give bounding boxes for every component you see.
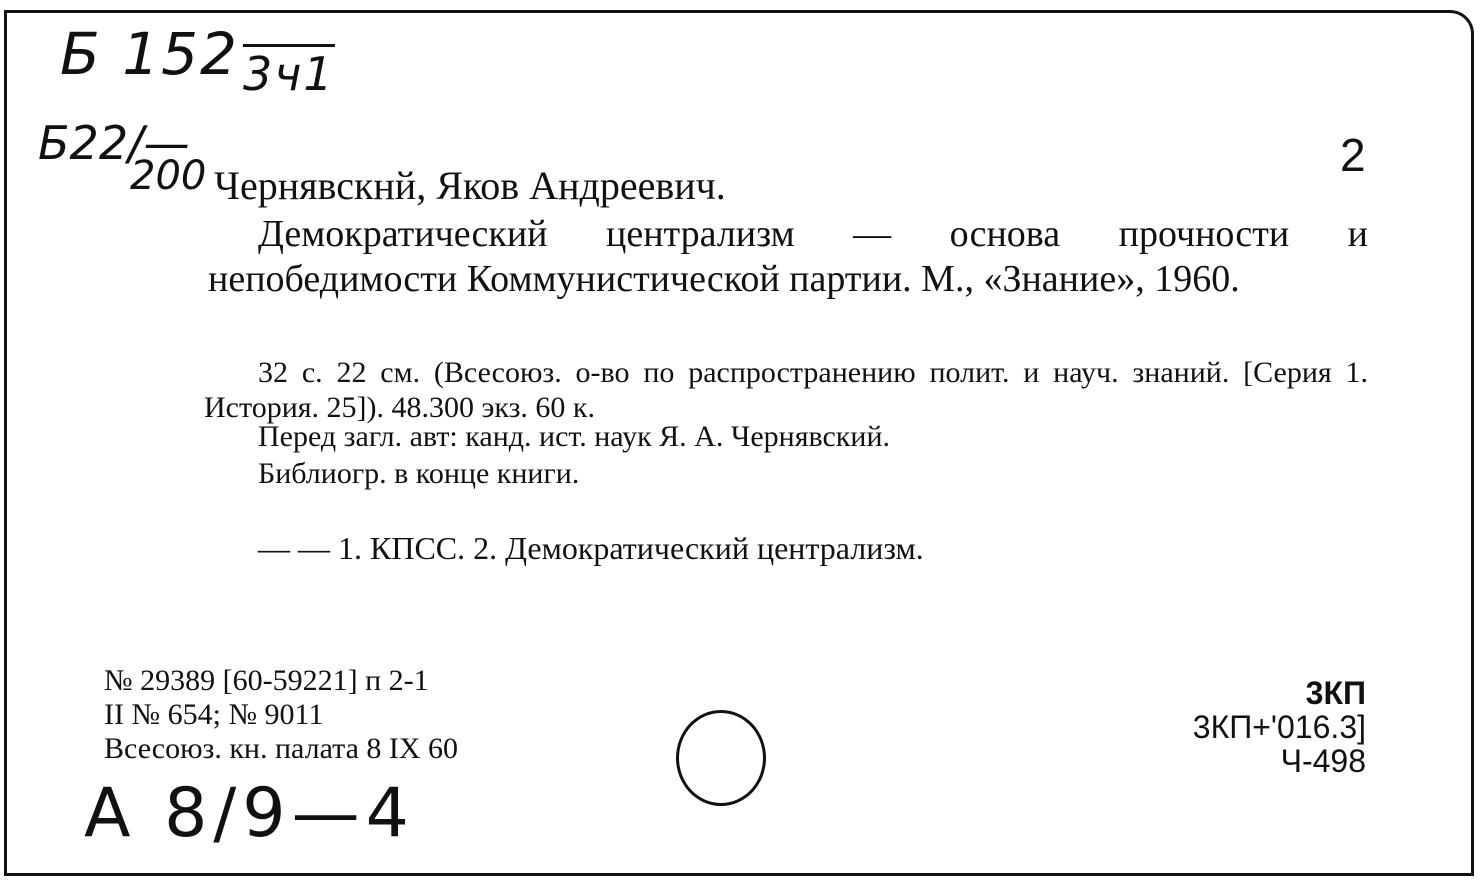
handwritten-side-code-bottom: 200 xyxy=(130,153,207,199)
author-heading: Чернявскнй, Яков Андреевич. xyxy=(214,163,726,208)
registry-block xyxy=(104,664,458,766)
subject-tracings: — — 1. КПСС. 2. Демократический централизм. xyxy=(258,530,924,566)
registry-line-1: № 29389 [60-59221] п 2-1 xyxy=(104,664,429,697)
card-number: 2 xyxy=(1340,129,1366,181)
registry-line-2: II № 654; № 9011 xyxy=(104,698,324,731)
classification-line-2: 3КП+'016.3] xyxy=(1192,709,1366,745)
handwritten-top-code-suffix: 3ч1 xyxy=(243,44,335,101)
collation: 32 с. 22 см. (Всесоюз. о-во по распространению полит. и науч. знаний. [Серия 1. История. 25]). 48.300 экз. 60 к. xyxy=(204,356,1368,424)
note-author: Перед загл. авт: канд. ист. наук Я. А. Чернявский. xyxy=(258,420,890,453)
handwritten-side-code xyxy=(38,116,207,199)
handwritten-top-code-main: Б 152 xyxy=(60,20,239,88)
title-block: Демократический централизм — основа прочности и непобедимости Коммунистической партии. М., «Знание», 1960. xyxy=(208,213,1368,300)
classification-block xyxy=(1130,676,1366,778)
punch-hole xyxy=(676,710,766,806)
note-bibliography: Библиогр. в конце книги. xyxy=(258,457,580,490)
handwritten-top-code xyxy=(60,20,335,101)
registry-line-3: Всесоюз. кн. палата 8 IX 60 xyxy=(104,732,459,765)
classification-line-3: Ч-498 xyxy=(1280,743,1366,779)
handwritten-side-code-top: Б22/— xyxy=(38,116,190,170)
classification-line-1: 3КП xyxy=(1305,675,1366,711)
handwritten-bottom-code: А 8/9—4 xyxy=(84,774,415,853)
